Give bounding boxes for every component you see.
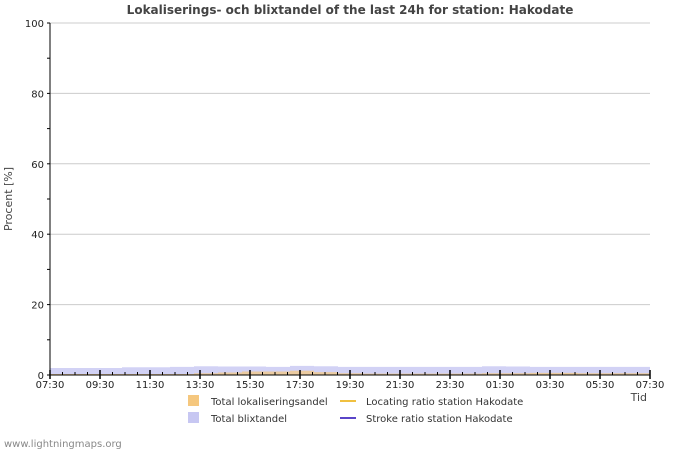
y-tick-labels bbox=[25, 19, 44, 382]
y-tick-label: 40 bbox=[31, 230, 44, 242]
legend-label: Locating ratio station Hakodate bbox=[366, 397, 524, 408]
legend bbox=[188, 395, 523, 425]
x-tick-label: 17:30 bbox=[285, 380, 315, 391]
legend-label: Total blixtandel bbox=[211, 414, 288, 425]
y-tick-label: 0 bbox=[37, 371, 44, 382]
chart-title: Lokaliserings- och blixtandel of the last 24h for station: Hakodate bbox=[126, 3, 574, 17]
y-axis-label: Procent [%] bbox=[2, 166, 15, 232]
x-axis-label: Tid bbox=[630, 391, 647, 404]
x-tick-label: 19:30 bbox=[335, 380, 365, 391]
y-tick-label: 80 bbox=[31, 89, 44, 101]
legend-swatch bbox=[188, 395, 199, 406]
footer-credit: www.lightningmaps.org bbox=[4, 439, 122, 450]
x-tick-label: 07:30 bbox=[35, 380, 65, 391]
legend-swatch bbox=[188, 412, 199, 423]
x-tick-labels bbox=[36, 380, 665, 391]
legend-label: Stroke ratio station Hakodate bbox=[366, 414, 513, 425]
y-tick-label: 60 bbox=[31, 159, 44, 171]
axes bbox=[47, 23, 650, 379]
y-tick-label: 100 bbox=[24, 19, 44, 30]
grid bbox=[50, 23, 650, 305]
legend-label: Total lokaliseringsandel bbox=[211, 397, 328, 408]
x-tick-label: 23:30 bbox=[435, 380, 465, 391]
x-tick-label: 01:30 bbox=[485, 380, 515, 391]
x-tick-label: 07:30 bbox=[635, 380, 665, 391]
x-tick-label: 09:30 bbox=[85, 380, 115, 391]
x-tick-label: 11:30 bbox=[135, 380, 165, 391]
x-tick-label: 13:30 bbox=[185, 380, 215, 391]
x-tick-label: 15:30 bbox=[235, 380, 265, 391]
y-tick-label: 20 bbox=[31, 300, 44, 312]
x-tick-label: 05:30 bbox=[585, 380, 615, 391]
x-tick-label: 03:30 bbox=[535, 380, 565, 391]
x-tick-label: 21:30 bbox=[385, 380, 415, 391]
